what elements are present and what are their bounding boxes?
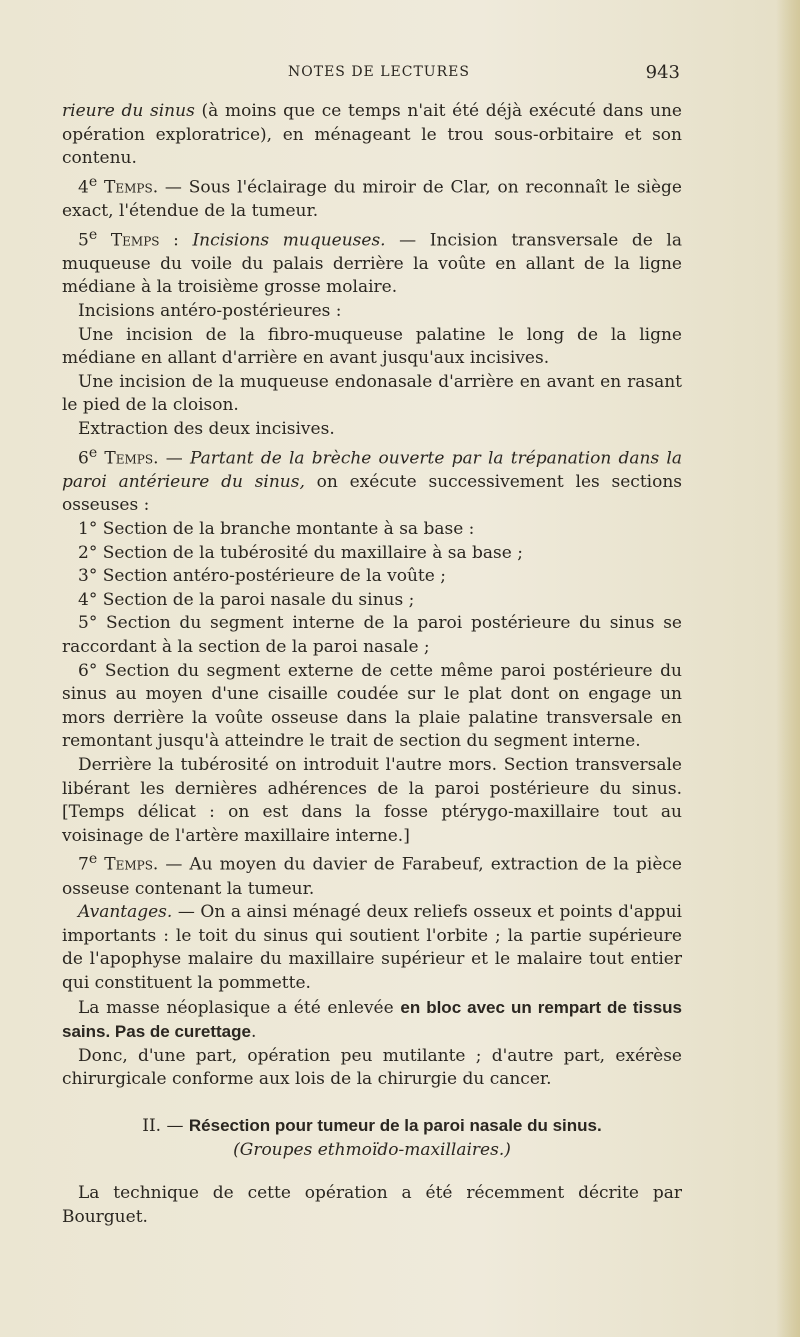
temps-7-text: — Au moyen du davier de Farabeuf, extraction de la pièce osseuse contenant la tumeur. <box>62 855 682 899</box>
paragraph-temps-5 <box>62 224 682 300</box>
paragraph-avantages <box>62 901 682 995</box>
temps-4-text: — Sous l'éclairage du miroir de Clar, on reconnaît le siège exact, l'étendue de la tumeur. <box>62 177 682 222</box>
temps-5-colon: : <box>159 230 193 251</box>
temps-5-label: Temps <box>97 230 160 251</box>
section-step-5: 5° Section du segment interne de la paroi postérieure du sinus se raccordant à la section de la paroi nasale ; <box>62 613 682 658</box>
page-number: 943 <box>645 62 680 83</box>
temps-5-italic: Incisions muqueuses. <box>192 230 386 251</box>
section-heading <box>62 1114 682 1139</box>
temps-7-label: Temps. <box>97 855 159 876</box>
page-header <box>62 62 682 86</box>
paragraph-donc: Donc, d'une part, opération peu mutilante ; d'autre part, exérèse chirurgicale conforme aux lois de la chirurgie du cancer. <box>62 1045 682 1090</box>
avantages-label: Avantages. <box>78 902 173 923</box>
masse-end: . <box>250 1022 257 1043</box>
paragraph-temps-6 <box>62 442 682 518</box>
avantages-text: — On a ainsi ménagé deux reliefs osseux et points d'appui importants : le toit du sinus qui soutient l'orbite ; la partie supérieure de l'apophyse malaire du maxillaire supérieur et le malaire tout entier qui constituent la pommette. <box>62 902 682 993</box>
section-step-3: 3° Section antéro-postérieure de la voûte ; <box>78 566 446 587</box>
paragraph-masse <box>62 996 682 1045</box>
paragraph-extraction: Extraction des deux incisives. <box>78 419 335 440</box>
temps-5-text: — Incision transversale de la muqueuse du voile du palais derrière la voûte en allant de la ligne médiane à la troisième grosse molaire. <box>62 230 682 298</box>
temps-4-number: 4 <box>78 177 89 198</box>
section-step-1: 1° Section de la branche montante à sa base : <box>78 519 475 540</box>
temps-6-label: Temps. <box>97 448 159 469</box>
section-step-4: 4° Section de la paroi nasale du sinus ; <box>78 589 415 610</box>
section-subtitle: (Groupes ethmoïdo-maxillaires.) <box>233 1139 511 1160</box>
paragraph-temps-4 <box>62 171 682 224</box>
temps-5-sup: e <box>88 226 98 243</box>
temps-6-italic: Partant de la brèche ouverte par la trépanation dans la paroi antérieure du sinus, <box>62 448 682 492</box>
p1-italic: rieure du sinus <box>62 101 195 121</box>
masse-text: La masse néoplasique a été enlevée <box>78 997 401 1018</box>
paragraph-technique: La technique de cette opération a été récemment décrite par Bourguet. <box>62 1183 682 1227</box>
paragraph-incision-endonasale: Une incision de la muqueuse endonasale d'arrière en avant en rasant le pied de la cloison. <box>62 371 682 416</box>
temps-4-label: Temps. <box>97 177 159 198</box>
paragraph-tuberosite: Derrière la tubérosité on introduit l'autre mors. Section transversale libérant les dernières adhérences de la paroi postérieure du sinus. [Temps délicat : on est dans la fosse ptérygo-maxillaire tout au voisinage de l'artère maxillaire interne.] <box>62 755 682 846</box>
temps-7-sup: e <box>88 851 98 868</box>
running-title: NOTES DE LECTURES <box>288 64 470 80</box>
section-step-2: 2° Section de la tubérosité du maxillaire à sa base ; <box>78 542 523 563</box>
paragraph-1 <box>62 100 682 171</box>
temps-5-number: 5 <box>78 230 89 251</box>
masse-bold: en bloc avec un rempart de tissus sains. Pas de curettage <box>62 997 683 1042</box>
page-edge-shadow <box>776 0 800 1337</box>
section-title: Résection pour tumeur de la paroi nasale du sinus. <box>188 1115 602 1135</box>
temps-6-dash: — <box>158 448 190 469</box>
temps-6-text: on exécute successivement les sections osseuses : <box>62 471 682 516</box>
body-text <box>62 100 682 1229</box>
temps-6-sup: e <box>88 444 98 461</box>
paragraph-incisions-ap: Incisions antéro-postérieures : <box>78 301 342 322</box>
paragraph-incision-palatine: Une incision de la fibro-muqueuse palatine le long de la ligne médiane en allant d'arrière en avant jusqu'aux incisives. <box>62 324 682 369</box>
temps-7-number: 7 <box>78 855 89 876</box>
section-step-6: 6° Section du segment externe de cette même paroi postérieure du sinus au moyen d'une cisaille coudée sur le plat dont on engage un mors derrière la voûte osseuse dans la plaie palatine transversale en remontant jusqu'à atteindre le trait de section du segment interne. <box>62 660 682 752</box>
section-number: II. — <box>142 1115 189 1136</box>
temps-6-number: 6 <box>78 448 89 469</box>
paragraph-temps-7 <box>62 848 682 901</box>
p1-text: (à moins que ce temps n'ait été déjà exécuté dans une opération exploratrice), en ménageant le trou sous-orbitaire et son contenu. <box>62 101 682 169</box>
temps-4-sup: e <box>88 173 98 190</box>
